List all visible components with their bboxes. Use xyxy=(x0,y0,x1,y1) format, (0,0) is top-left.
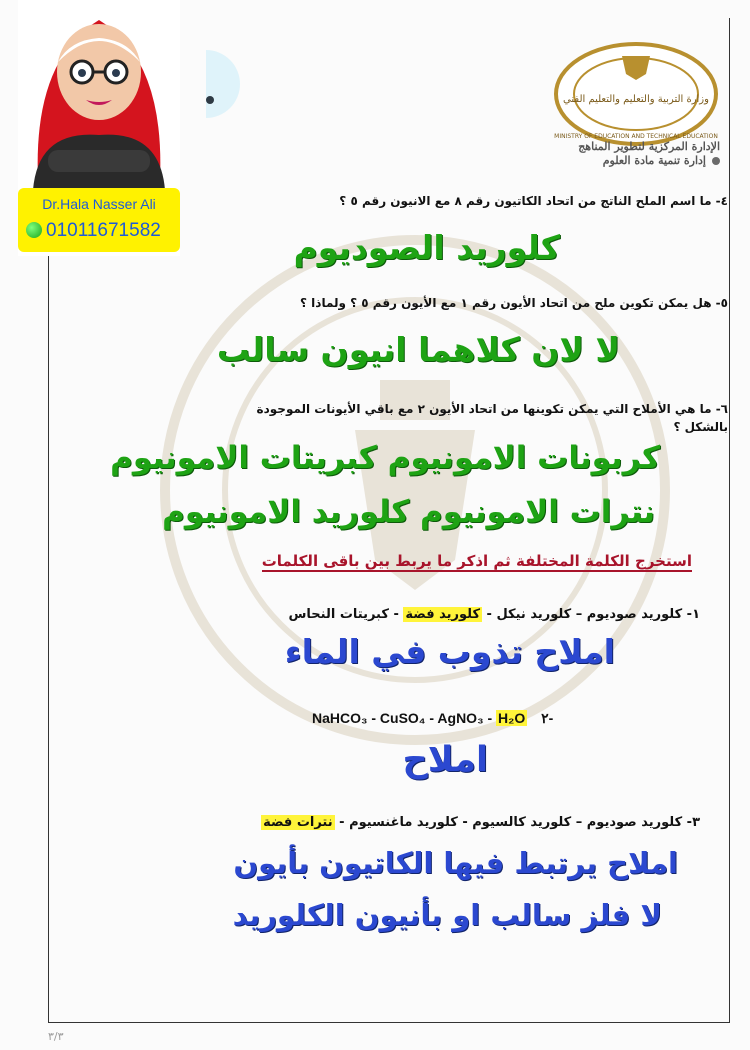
teacher-name: Dr.Hala Nasser Ali xyxy=(42,196,156,212)
item-1 xyxy=(288,607,700,622)
item-2-formulas: NaHCO₃ - CuSO₄ - AgNO₃ - H₂O ٢- xyxy=(312,710,554,726)
page-number: ٣/٣ xyxy=(48,1030,64,1043)
answer-item-3-line-2: لا فلز سالب او بأنيون الكلوريد xyxy=(232,898,662,932)
question-6-line-1: ٦- ما هي الأملاح التي يمكن تكوينها من اتحاد الأيون ٢ مع باقي الأيونات الموجودة xyxy=(256,402,728,416)
ministry-logo xyxy=(552,40,720,148)
answer-item-2: املاح xyxy=(402,740,488,780)
item-3 xyxy=(261,815,700,830)
answer-6-line-2: نترات الامونيوم كلوريد الامونيوم xyxy=(162,494,655,530)
ministry-line-2: إدارة تنمية مادة العلوم xyxy=(602,154,706,167)
logo-center-text: وزارة التربية والتعليم والتعليم الفني xyxy=(563,94,709,105)
bullet-dot-icon xyxy=(712,157,720,165)
item-1-suffix: - كبريتات النحاس xyxy=(288,607,404,622)
answer-4: كلوريد الصوديوم xyxy=(293,228,560,267)
teacher-avatar xyxy=(18,0,180,190)
item-3-prefix: ٣- كلوريد صوديوم – كلوريد كالسيوم - كلوريد ماغنسيوم - xyxy=(334,815,700,830)
ministry-line-1: الإدارة المركزية لتطوير المناهج xyxy=(578,140,720,153)
teacher-phone xyxy=(26,220,180,242)
item-3-highlight: نترات فضة xyxy=(263,815,333,830)
logo-ring-text: MINISTRY OF EDUCATION AND TECHNICAL EDUCATION xyxy=(554,133,718,140)
question-4: ٤- ما اسم الملح الناتج من اتحاد الكاتيون رقم ٨ مع الانيون رقم ٥ ؟ xyxy=(339,194,728,208)
item-1-highlight: كلوريد فضة xyxy=(405,607,480,622)
decorative-circle-icon xyxy=(206,50,240,118)
teacher-badge xyxy=(18,0,180,256)
section-heading: استخرج الكلمة المختلفة ثم اذكر ما يربط بين باقى الكلمات xyxy=(261,552,692,570)
question-5: ٥- هل يمكن تكوين ملح من اتحاد الأيون رقم ١ مع الأيون رقم ٥ ؟ ولماذا ؟ xyxy=(300,296,728,310)
answer-6-line-1: كربونات الامونيوم كبريتات الامونيوم xyxy=(110,440,660,476)
teacher-phone-number: 01011671582 xyxy=(46,220,161,241)
green-dot-icon xyxy=(26,222,42,238)
answer-item-3-line-1: املاح يرتبط فيها الكاتيون بأيون xyxy=(233,846,678,880)
item-2-highlight: H₂O xyxy=(498,710,526,726)
answer-item-1: املاح تذوب في الماء xyxy=(284,632,615,671)
item-2-list: NaHCO₃ - CuSO₄ - AgNO₃ xyxy=(312,710,484,726)
question-6-line-2: بالشكل ؟ xyxy=(673,420,728,434)
ministry-header xyxy=(530,140,720,168)
item-1-prefix: ١- كلوريد صوديوم – كلوريد نيكل - xyxy=(482,607,700,622)
item-2-number: ٢- xyxy=(541,710,554,726)
answer-5: لا لان كلاهما انيون سالب xyxy=(216,330,620,369)
